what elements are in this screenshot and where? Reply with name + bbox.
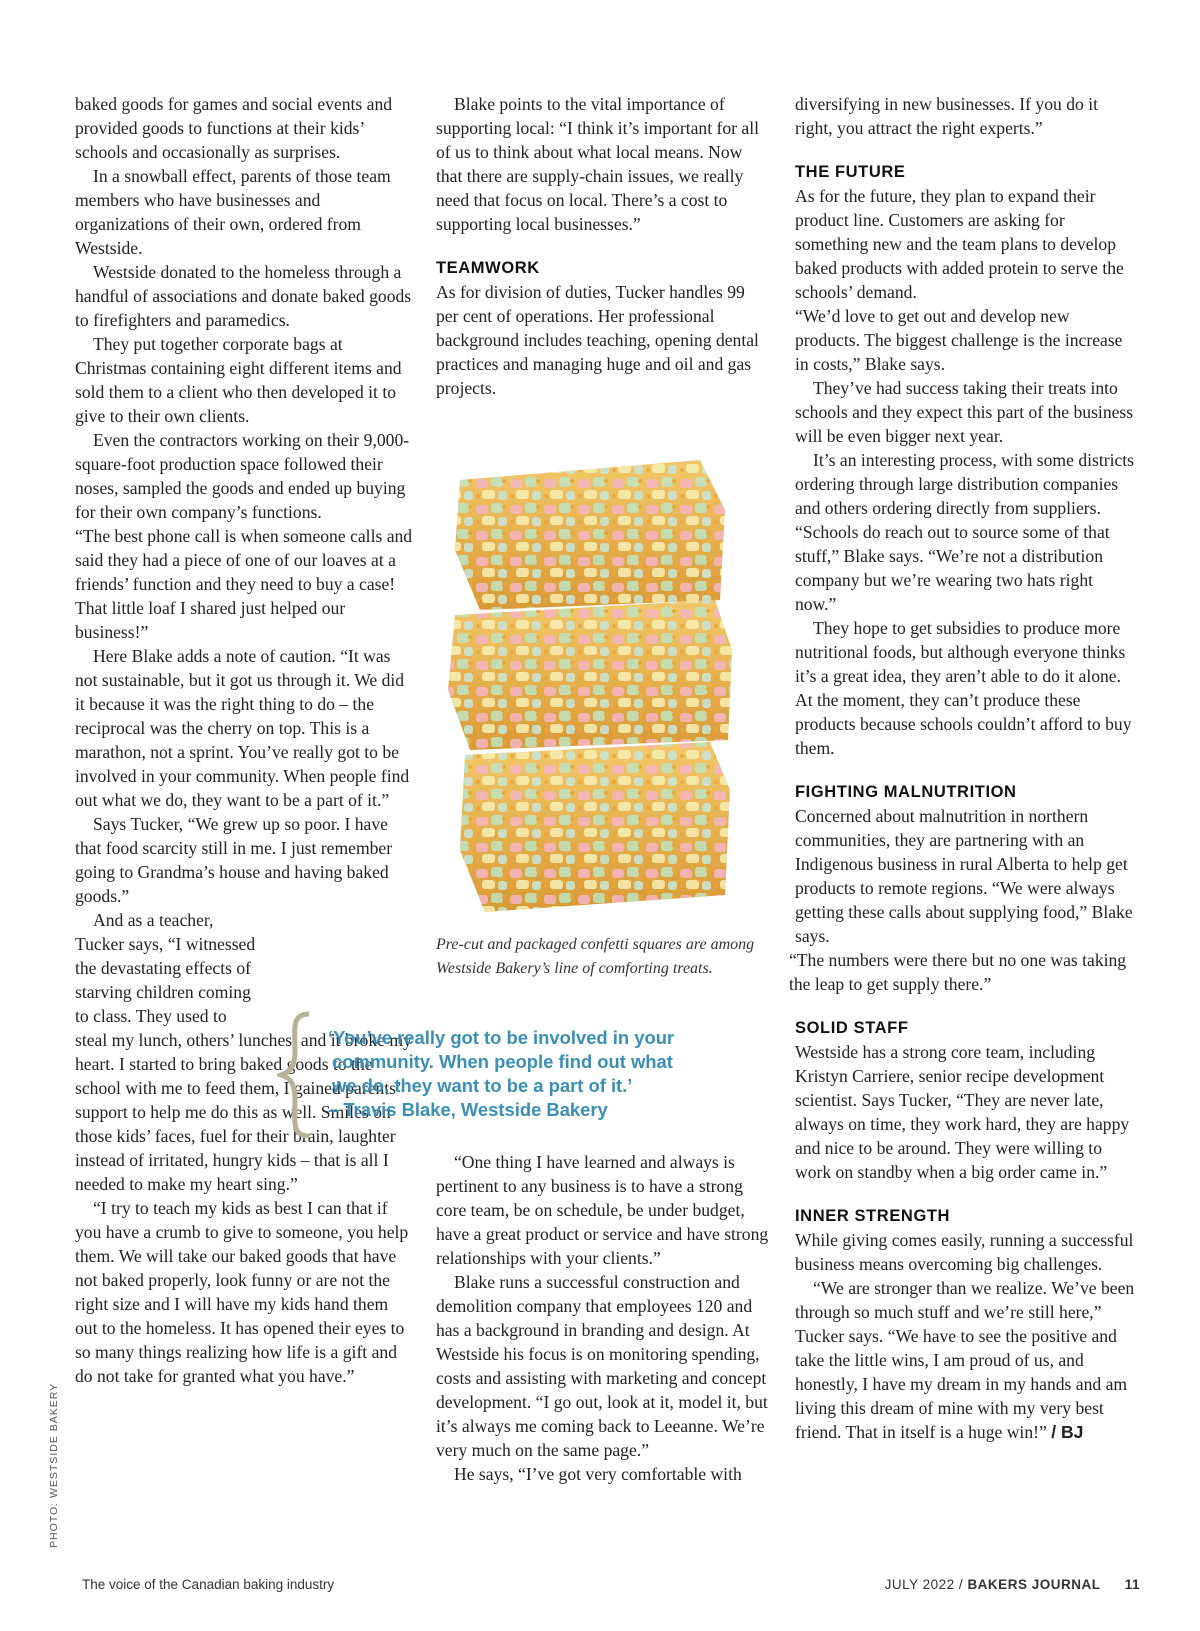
photo-credit: PHOTO: WESTSIDE BAKERY	[48, 1382, 60, 1548]
pull-quote	[328, 1026, 768, 1122]
body-paragraph: It’s an interesting process, with some districts ordering through large distribution companies and others ordering directly from suppliers. “Schools do reach out to source some of that stuff,” Blake says. “We’re not a distribution company but we’re wearing two hats right now.”	[795, 450, 1135, 614]
body-paragraph: While giving comes easily, running a successful business means overcoming big challenges.	[795, 1230, 1134, 1274]
article-column-1	[75, 92, 415, 1388]
body-paragraph: Westside donated to the homeless through a handful of associations and donate baked goods to firefighters and paramedics.	[75, 262, 412, 330]
article-column-2	[436, 92, 771, 400]
body-paragraph: Blake points to the vital importance of supporting local: “I think it’s important for all of us to think about what local means. Now that there are supply-chain issues, we really need that focus on local. There’s a cost to supporting local businesses.”	[436, 94, 759, 234]
section-heading-strength: INNER STRENGTH	[795, 1207, 951, 1225]
body-paragraph: “The best phone call is when someone calls and said they had a piece of one of our loaves at a friends’ function and they need to buy a case! That little loaf I shared just helped our business!”	[75, 526, 413, 642]
pull-quote-line: ‘You’ve really got to be involved in your	[328, 1027, 675, 1048]
body-paragraph: As for the future, they plan to expand their product line. Customers are asking for something new and the team plans to develop baked products with added protein to serve the schools’ demand.	[795, 186, 1124, 302]
body-paragraph: They put together corporate bags at Christmas containing eight different items and sold them to a client who then developed it to give to their own clients.	[75, 334, 402, 426]
body-paragraph: baked goods for games and social events and provided goods to functions at their kids’ schools and occasionally as surprises.	[75, 94, 393, 162]
footer-magazine-name: BAKERS JOURNAL	[967, 1577, 1101, 1592]
footer-issue	[885, 1577, 1140, 1592]
body-paragraph: Even the contractors working on their 9,000-square-foot production space followed their noses, sampled the goods and ended up buying for their own company’s functions.	[75, 430, 410, 522]
body-paragraph: steal my lunch, others’ lunches, and it broke my heart. I started to bring baked goods to the school with me to feed them, I gained parents’ support to help me do this as well. Smiles on those kids’ faces, fuel for their brain, laughter instead of irritated, hungry kids – that is all I needed to make my heart sing.”	[75, 1030, 412, 1194]
pull-quote-brace-icon	[277, 1010, 317, 1140]
body-paragraph: “I try to teach my kids as best I can that if you have a crumb to give to someone, you help them. We will take our baked goods that have not baked properly, look funny or are not the right size and I will have my kids hand them out to the homeless. It has opened their eyes to so many things realizing how life is a gift and do not take for granted what you have.”	[75, 1198, 409, 1386]
section-heading-future: THE FUTURE	[795, 163, 906, 181]
article-column-3	[789, 92, 1135, 1444]
body-paragraph: They hope to get subsidies to produce more nutritional foods, but although everyone thinks it’s a great idea, they aren’t able to do it alone. At the moment, they can’t produce these products because schools couldn’t afford to buy them.	[795, 618, 1132, 758]
body-paragraph: In a snowball effect, parents of those team members who have businesses and organizations of their own, ordered from Westside.	[75, 166, 391, 258]
body-paragraph: He says, “I’ve got very comfortable with	[454, 1464, 742, 1484]
body-paragraph: They’ve had success taking their treats into schools and they expect this part of the business will be even bigger next year.	[795, 378, 1134, 446]
confetti-square-top	[455, 460, 725, 610]
pull-quote-attribution: – Travis Blake, Westside Bakery	[328, 1099, 608, 1120]
pull-quote-line: community. When people find out what	[332, 1051, 673, 1072]
body-paragraph: diversifying in new businesses. If you do it right, you attract the right experts.”	[795, 94, 1098, 138]
confetti-squares-photo	[440, 450, 736, 920]
pull-quote-line: we do, they want to be a part of it.’	[332, 1075, 633, 1096]
body-paragraph: “We’d love to get out and develop new products. The biggest challenge is the increase in costs,” Blake says.	[795, 306, 1123, 374]
section-heading-malnutrition: FIGHTING MALNUTRITION	[795, 783, 1017, 801]
end-signature: / BJ	[1051, 1422, 1084, 1442]
body-paragraph: “One thing I have learned and always is pertinent to any business is to have a strong core team, be on schedule, be under budget, have a great product or service and have strong relationships with your clients.”	[436, 1152, 769, 1268]
section-heading-staff: SOLID STAFF	[795, 1019, 909, 1037]
body-paragraph: Blake runs a successful construction and demolition company that employees 120 and has a background in branding and design. At Westside his focus is on monitoring spending, costs and assisting with marketing and concept development. “I go out, look at it, model it, but it’s always me coming back to Leeanne. We’re very much on the same page.”	[436, 1272, 768, 1460]
body-paragraph: As for division of duties, Tucker handles 99 per cent of operations. Her professional background includes teaching, opening dental practices and managing huge and oil and gas projects.	[436, 282, 759, 398]
body-paragraph: Westside has a strong core team, including Kristyn Carriere, senior recipe development scientist. Says Tucker, “They are never late, always on time, they work hard, they are happy and nice to be around. They were willing to work on standby when a big order came in.”	[795, 1042, 1130, 1182]
final-paragraph-text: “We are stronger than we realize. We’ve been through so much stuff and we’re still here,” Tucker says. “We have to see the positive and take the little wins, I am proud of us, and honestly, I have my dream in my hands and am living this dream of mine with my very best friend. That in itself is a huge win!”	[795, 1278, 1135, 1442]
footer-tagline: The voice of the Canadian baking industry	[82, 1577, 335, 1592]
footer-date: JULY 2022 /	[884, 1577, 964, 1592]
page-number: 11	[1124, 1577, 1140, 1592]
body-paragraph-narrow: And as a teacher, Tucker says, “I witnessed the devastating effects of starving children coming to class. They used to	[75, 910, 256, 1026]
body-paragraph: Concerned about malnutrition in northern communities, they are partnering with an Indigenous business in rural Alberta to help get products to remote regions. “We were always getting these calls about supplying food,” Blake says.	[795, 806, 1133, 946]
body-paragraph: Says Tucker, “We grew up so poor. I have that food scarcity still in me. I just remember going to Grandma’s house and having baked goods.”	[75, 814, 393, 906]
body-paragraph: “The numbers were there but no one was taking the leap to get supply there.”	[789, 950, 1127, 994]
section-heading-teamwork: TEAMWORK	[436, 259, 540, 277]
photo-caption: Pre-cut and packaged confetti squares are among Westside Bakery’s line of comforting treats.	[436, 936, 755, 977]
article-column-2-lower	[436, 1150, 771, 1486]
body-paragraph	[795, 1276, 1135, 1444]
confetti-square-middle	[448, 600, 732, 750]
body-paragraph: Here Blake adds a note of caution. “It was not sustainable, but it got us through it. We did it because it was the right thing to do – the reciprocal was the cherry on top. This is a marathon, not a sprint. You’ve really got to be involved in your community. When people find out what we do, they want to be a part of it.”	[75, 646, 410, 810]
confetti-square-bottom	[460, 742, 730, 912]
